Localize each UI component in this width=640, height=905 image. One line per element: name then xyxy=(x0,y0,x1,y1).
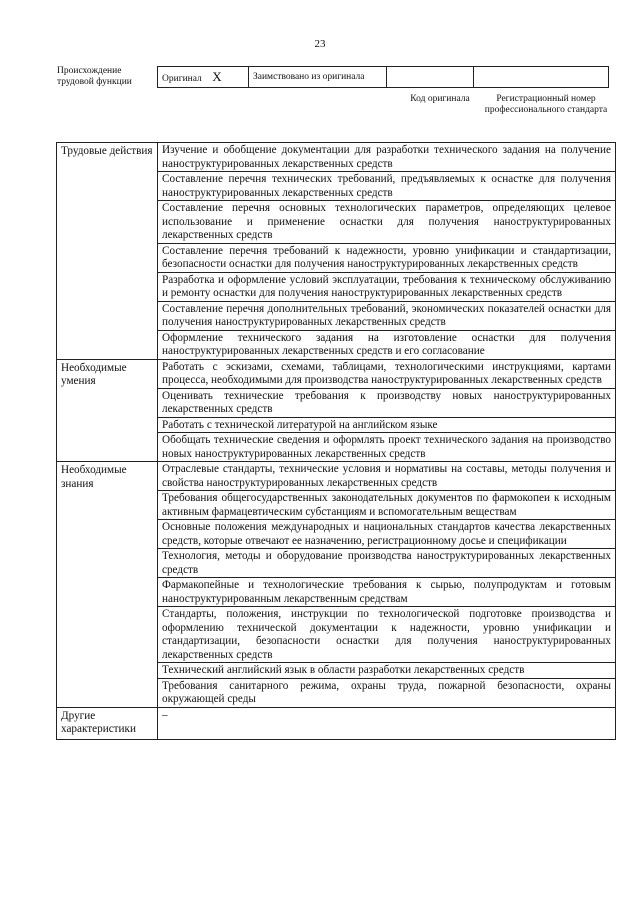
origin-borrowed-cell xyxy=(249,67,387,88)
section-item: Оформление технического задания на изготовление оснастки для получения наноструктурированных лекарственных средств и его согласование xyxy=(158,330,616,359)
section-item: Работать с технической литературой на английском языке xyxy=(158,417,616,433)
section-item: Требования санитарного режима, охраны труда, пожарной безопасности, охраны окружающей среды xyxy=(158,678,616,707)
section-item: Обобщать технические сведения и оформлять проект технического задания на производство новых наноструктурированных лекарственных средств xyxy=(158,433,616,462)
table-row xyxy=(57,462,616,491)
section-item: Технический английский язык в области разработки лекарственных средств xyxy=(158,663,616,679)
origin-original-mark: X xyxy=(212,69,222,84)
section-item: Технология, методы и оборудование производства наноструктурированных лекарственных средств xyxy=(158,549,616,578)
origin-reg-number-cell xyxy=(474,67,609,88)
section-title: Другие характеристики xyxy=(57,707,158,739)
section-item: Отраслевые стандарты, технические условия и нормативы на составы, методы получения и свойства наноструктурированных лекарственных средств xyxy=(158,462,616,491)
origin-code-cell xyxy=(387,67,474,88)
section-title: Необходимые знания xyxy=(57,462,158,708)
page-number: 23 xyxy=(314,38,326,50)
section-item: Изучение и обобщение документации для разработки технического задания на получение наноструктурированных лекарственных средств xyxy=(158,143,616,172)
origin-original-cell xyxy=(158,67,249,88)
section-item: – xyxy=(158,707,616,739)
section-item: Работать с эскизами, схемами, таблицами, технологическими инструкциями, картами процесса, необходимыми для производства наноструктурированных лекарственных средств xyxy=(158,359,616,388)
section-item: Основные положения международных и национальных стандартов качества лекарственных средств, которые отвечают ее назначению, регистрационному досье и спецификации xyxy=(158,520,616,549)
section-title: Трудовые действия xyxy=(57,143,158,360)
section-item: Составление перечня дополнительных требований, экономических показателей оснастки для получения наноструктурированных лекарственных средств xyxy=(158,301,616,330)
section-item: Требования общегосударственных законодательных документов по фармокопеи к исходным активным фармацевтическим субстанциям и вспомогательным веществам xyxy=(158,491,616,520)
table-row xyxy=(57,143,616,172)
table-row xyxy=(57,359,616,388)
section-item: Оценивать технические требования к производству новых наноструктурированных лекарственных средств xyxy=(158,388,616,417)
section-item: Составление перечня технических требований, предъявляемых к оснастке для получения наноструктурированных лекарственных средств xyxy=(158,172,616,201)
table-row xyxy=(57,707,616,739)
section-title: Необходимые умения xyxy=(57,359,158,462)
section-item: Стандарты, положения, инструкции по технологической подготовке производства и оформлению технической документации к надежности, уровню унификации и стандартизации, безопасности оснастки для получения наноструктурированных лекарственных средств xyxy=(158,607,616,663)
reg-number-caption: Регистрационный номер профессионального стандарта xyxy=(484,94,608,115)
code-caption: Код оригинала xyxy=(410,94,470,104)
function-details-table xyxy=(56,142,616,740)
section-item: Разработка и оформление условий эксплуатации, требования к техническому обслуживанию и ремонту оснастки для получения наноструктурированных лекарственных средств xyxy=(158,272,616,301)
section-item: Составление перечня требований к надежности, уровню унификации и стандартизации, безопасности оснастки для получения наноструктурированных лекарственных средств xyxy=(158,243,616,272)
origin-original-label: Оригинал xyxy=(162,74,202,84)
section-item: Составление перечня основных технологических параметров, определяющих целевое использование и применение оснастки для получения наноструктурированных лекарственных средств xyxy=(158,201,616,244)
origin-borrowed-label: Заимствовано из оригинала xyxy=(253,72,365,82)
origin-table xyxy=(157,66,609,88)
section-item: Фармакопейные и технологические требования к сырью, полупродуктам и готовым наноструктурированным лекарственным средствам xyxy=(158,578,616,607)
origin-label: Происхождение трудовой функции xyxy=(57,66,132,87)
